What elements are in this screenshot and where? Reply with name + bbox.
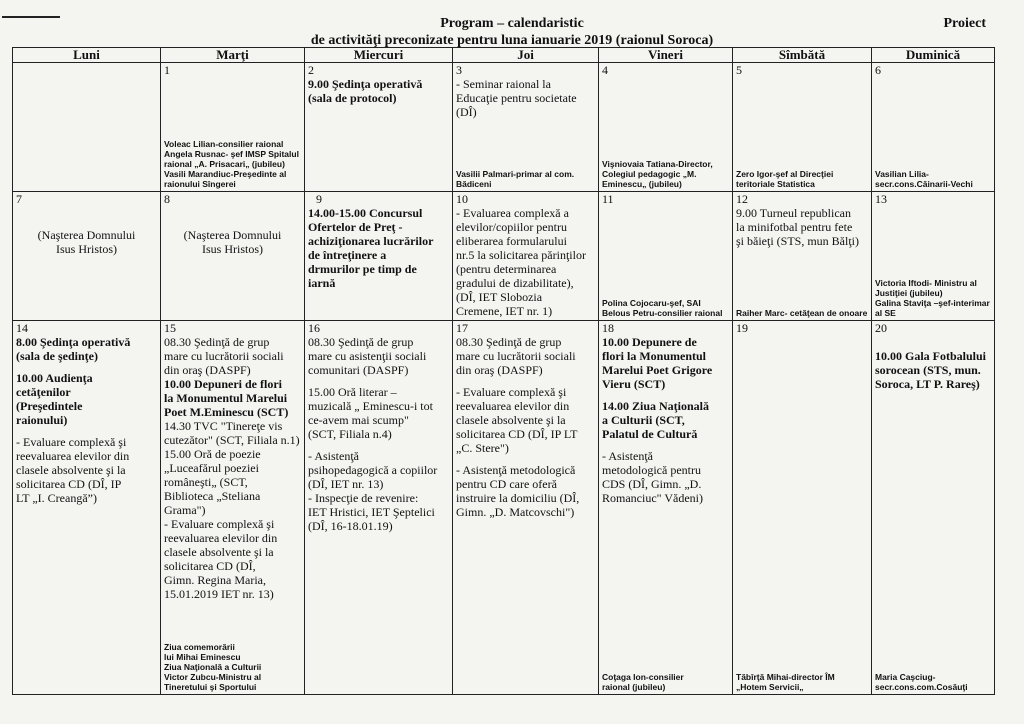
day-cell [13, 63, 161, 192]
document-subtitle: de activităţi preconizate pentru luna ianuarie 2019 (raionul Soroca) [310, 33, 714, 48]
day-number: 16 [308, 321, 320, 335]
day-number: 3 [456, 63, 462, 77]
draft-label: Proiect [943, 16, 986, 31]
anniversary-note: Ziua comemorării lui Mihai Eminescu Ziua Naţională a Culturii Victor Zubcu-Ministru al Tineretului şi Sportului [164, 642, 262, 692]
event-text: 08.30 Şedinţă de grup mare cu asistenţii sociali comunitari (DASPF) [308, 335, 427, 377]
day-cell [872, 321, 995, 695]
event-text: - Evaluare complexă şi reevaluarea elevilor din clasele absolvente şi la solicitarea CD (DÎ, IP LT „C. Stere") [456, 385, 578, 455]
day-cell [161, 321, 305, 695]
event-text: 10.00 Audienţa cetăţenilor (Preşedintele raionului) [16, 371, 93, 427]
day-cell [872, 192, 995, 321]
event-text: 14.00-15.00 Concursul Ofertelor de Preţ - achiziţionarea lucrărilor de întreţinere a drmurilor pe timp de iarnă [308, 206, 434, 290]
header-luni: Luni [13, 48, 161, 63]
calendar-table [12, 47, 995, 695]
day-cell [13, 321, 161, 695]
day-number: 2 [308, 63, 314, 77]
event-text: 9.00 Turneul republican la minifotbal pentru fete şi băieţi (STS, mun Bălţi) [736, 206, 859, 248]
event-text: 9.00 Şedinţa operativă (sala de protocol) [308, 77, 423, 105]
day-number: 13 [875, 192, 887, 206]
header-miercuri: Miercuri [305, 48, 453, 63]
header-marti: Marţi [161, 48, 305, 63]
day-cell [161, 192, 305, 321]
anniversary-note: Polina Cojocaru-şef, SAI Belous Petru-consilier raional [602, 298, 723, 318]
header-sambata: Sîmbătă [733, 48, 872, 63]
day-number: 12 [736, 192, 748, 206]
document-title: Program – calendaristic [440, 16, 584, 31]
day-cell [13, 192, 161, 321]
header-joi: Joi [453, 48, 599, 63]
day-cell [305, 321, 453, 695]
anniversary-note: Vasilii Palmari-primar al com. Bădiceni [456, 169, 575, 189]
event-text: - Evaluarea complexă a elevilor/copiilor pentru eliberarea formularului nr.5 la solicitarea părinţilor (pentru determinarea gradului de dizabilitate), (DÎ, IET Slobozia Cremene, IET nr. 1) [456, 206, 586, 318]
day-number: 10 [456, 192, 468, 206]
event-text: 10.00 Depuneri de flori la Monumentul Marelui Poet M.Eminescu (SCT) [164, 377, 289, 419]
day-number: 8 [164, 192, 170, 206]
event-text: 08.30 Şedinţă de grup mare cu lucrătorii sociali din oraş (DASPF) [456, 335, 576, 377]
event-text: - Evaluare complexă şi reevaluarea elevilor din clasele absolvente şi la solicitarea CD (DÎ, IP LT „I. Creangă”) [16, 435, 130, 505]
day-cell [161, 63, 305, 192]
anniversary-note: Zero Igor-şef al Direcţiei teritoriale Statistica [736, 169, 834, 189]
day-number: 19 [736, 321, 748, 335]
holiday-text: (Naşterea Domnului Isus Hristos) [183, 228, 282, 256]
day-cell [599, 321, 733, 695]
event-text: 8.00 Şedinţa operativă (sala de şedinţe) [16, 335, 131, 363]
anniversary-note: Maria Caşciug- secr.cons.com.Cosăuţi [875, 672, 968, 692]
anniversary-note: Raiher Marc- cetăţean de onoare [736, 308, 868, 318]
event-text: 14.00 Ziua Naţională a Culturii (SCT, Palatul de Cultură [602, 399, 710, 441]
anniversary-note: Victoria Iftodi- Ministru al Justiţiei (jubileu) Galina Staviţa –şef-interimar al SE [875, 278, 990, 318]
day-cell [453, 321, 599, 695]
anniversary-note: Coţaga Ion-consilier raional (jubileu) [602, 672, 684, 692]
day-cell [453, 63, 599, 192]
event-text: - Asistenţă metodologică pentru CDS (DÎ, Gimn. „D. Romanciuc" Vădeni) [602, 449, 703, 505]
day-cell [872, 63, 995, 192]
day-number: 6 [875, 63, 881, 77]
event-text: - Asistenţă psihopedagogică a copiilor (DÎ, IET nr. 13) - Inspecţie de revenire: IET Hristici, IET Şeptelici (DÎ, 16-18.01.19) [308, 449, 438, 533]
week-row-2 [13, 192, 995, 321]
event-text: 10.00 Gala Fotbalului sorocean (STS, mun. Soroca, LT P. Rareş) [875, 349, 987, 391]
day-number: 18 [602, 321, 614, 335]
day-number: 14 [16, 321, 28, 335]
day-number: 15 [164, 321, 176, 335]
day-number: 20 [875, 321, 887, 335]
day-cell [733, 321, 872, 695]
anniversary-note: Voleac Lilian-consilier raional Angela Rusnac- şef IMSP Spitalul raional „A. Prisacari„ (jubileu) Vasili Marandiuc-Preşedinte al raionului Sîngerei [164, 139, 299, 189]
week-row-3 [13, 321, 995, 695]
day-number: 17 [456, 321, 468, 335]
weekday-header-row [13, 48, 995, 63]
day-cell [733, 63, 872, 192]
day-cell [305, 192, 453, 321]
day-cell [599, 192, 733, 321]
day-cell [599, 63, 733, 192]
week-row-1 [13, 63, 995, 192]
header-vineri: Vineri [599, 48, 733, 63]
holiday-text: (Naşterea Domnului Isus Hristos) [37, 228, 136, 256]
event-text: 15.00 Oră literar – muzicală „ Eminescu-i tot ce-avem mai scump" (SCT, Filiala n.4) [308, 385, 433, 441]
day-cell [453, 192, 599, 321]
day-cell [305, 63, 453, 192]
header-duminica: Duminică [872, 48, 995, 63]
event-text: 14.30 TVC "Tinereţe vis cutezător" (SCT, Filiala n.1) 15.00 Oră de poezie „Luceafărul poeziei româneşti„ (SCT, Biblioteca „Steliana Grama") - Evaluare complexă şi reevaluarea elevilor din clasele absolvente şi la solicitarea CD (DÎ, Gimn. Regina Maria, 15.01.2019 IET nr. 13) [164, 419, 300, 601]
event-text: - Asistenţă metodologică pentru CD care oferă instruire la domiciliu (DÎ, Gimn. „D. Matcovschi") [456, 463, 580, 519]
day-number: 9 [316, 192, 322, 206]
day-number: 4 [602, 63, 608, 77]
anniversary-note: Tăbîrţă Mihai-director ÎM „Hotem Servicii„ [736, 672, 835, 692]
event-text: 08.30 Şedinţă de grup mare cu lucrătorii sociali din oraş (DASPF) [164, 335, 284, 377]
day-number: 1 [164, 63, 170, 77]
anniversary-note: Vasilian Lilia-secr.cons.Căinarii-Vechi [875, 169, 973, 189]
day-number: 5 [736, 63, 742, 77]
event-text: - Seminar raional la Educaţie pentru societate (DÎ) [456, 77, 577, 119]
day-number: 7 [16, 192, 22, 206]
event-text: 10.00 Depunere de flori la Monumentul Marelui Poet Grigore Vieru (SCT) [602, 335, 713, 391]
anniversary-note: Vişniovaia Tatiana-Director, Colegiul pedagogic „M. Eminescu„ (jubileu) [602, 159, 713, 189]
day-cell [733, 192, 872, 321]
day-number: 11 [602, 192, 614, 206]
